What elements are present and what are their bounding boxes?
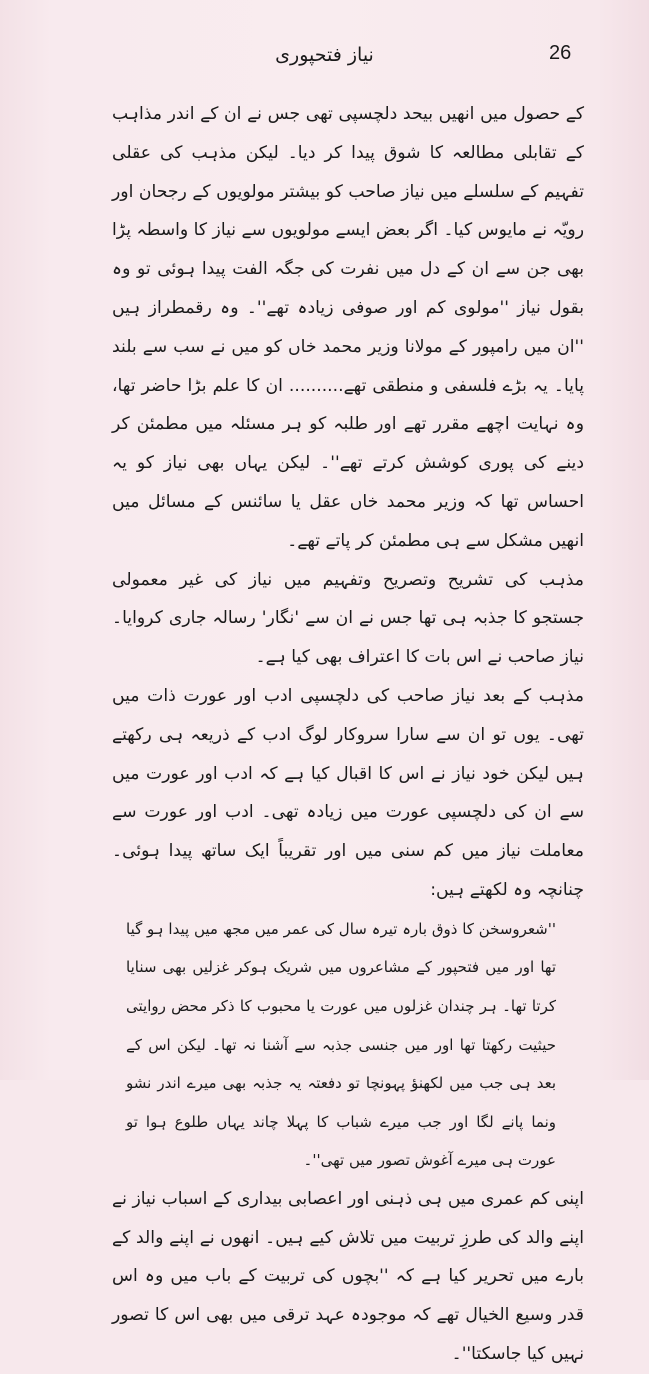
paragraph-1: کے حصول میں انھیں بیحد دلچسپی تھی جس نے ان کے اندر مذاہب کے تقابلی مطالعہ کا شوق پیدا کر دیا۔ لیکن مذہب کی عقلی تفہیم کے سلسلے میں نیاز صاحب کو بیشتر مولویوں کے رجحان اور رویّہ نے مایوس کیا۔ اگر بعض ایسے مولویوں سے نیاز کا واسطہ پڑا بھی جن سے ان کے دل میں نفرت کی جگہ الفت پیدا ہوئی تو وہ بقول نیاز ''مولوی کم اور صوفی زیادہ تھے''۔ وہ رقمطراز ہیں ''ان میں رامپور کے مولانا وزیر محمد خاں کو میں نے سب سے بلند پایا۔ یہ بڑے فلسفی و منطقی تھے.......... ان کا علم بڑا حاضر تھا، وہ نہایت اچھے مقرر تھے اور طلبہ کو ہر مسئلہ میں مطمئن کر دینے کی پوری کوشش کرتے تھے''۔ لیکن یہاں بھی نیاز کو یہ احساس تھا کہ وزیر محمد خاں عقل یا سائنس کے مسائل میں انھیں مشکل سے ہی مطمئن کر پاتے تھے۔ (112, 104, 584, 551)
page-number: 26 (549, 42, 572, 64)
paragraph-4: اپنی کم عمری میں ہی ذہنی اور اعصابی بیداری کے اسباب نیاز نے اپنے والد کی طرزِ تربیت میں تلاش کیے ہیں۔ انھوں نے اپنے والد کے بارے میں تحریر کیا ہے کہ ''بچوں کی تربیت کے باب میں وہ اس قدر وسیع الخیال تھے کہ موجودہ عہد ترقی میں بھی اس کا تصور نہیں کیا جاسکتا''۔ (112, 1188, 584, 1365)
running-head-title: نیاز فتحپوری (275, 44, 374, 66)
paragraph-2: مذہب کی تشریح وتصریح وتفہیم میں نیاز کی غیر معمولی جستجو کا جذبہ ہی تھا جس نے ان سے 'نگار' رسالہ جاری کروایا۔ نیاز صاحب نے اس بات کا اعتراف بھی کیا ہے۔ (112, 569, 584, 668)
block-quote: ''شعروسخن کا ذوق بارہ تیرہ سال کی عمر میں مجھ میں پیدا ہو گیا تھا اور میں فتحپور کے مشاعروں میں شریک ہوکر غزلیں بھی سنایا کرتا تھا۔ ہر چندان غزلوں میں عورت یا محبوب کا ذکر محض روایتی حیثیت رکھتا تھا اور میں جنسی جذبہ سے آشنا نہ تھا۔ لیکن اس کے بعد ہی جب میں لکھنؤ پہونچا تو دفعتہ یہ جذبہ بھی میرے اندر نشو ونما پانے لگا اور جب میرے شباب کا پہلا چاند یہاں طلوع ہوا تو عورت ہی میرے آغوش تصور میں تھی''۔ (126, 919, 556, 1170)
paragraph-3: مذہب کے بعد نیاز صاحب کی دلچسپی ادب اور عورت ذات میں تھی۔ یوں تو ان سے سارا سروکار لوگ ادب کے ذریعہ ہی رکھتے ہیں لیکن خود نیاز نے اس کا اقبال کیا ہے کہ ادب اور عورت میں سے ان کی دلچسپی عورت میں زیادہ تھی۔ ادب اور عورت سے معاملت نیاز میں کم سنی میں اور تقریباً ایک ساتھ پیدا ہوئی۔ چنانچہ وہ لکھتے ہیں: (112, 685, 584, 900)
body-text (112, 95, 584, 1374)
